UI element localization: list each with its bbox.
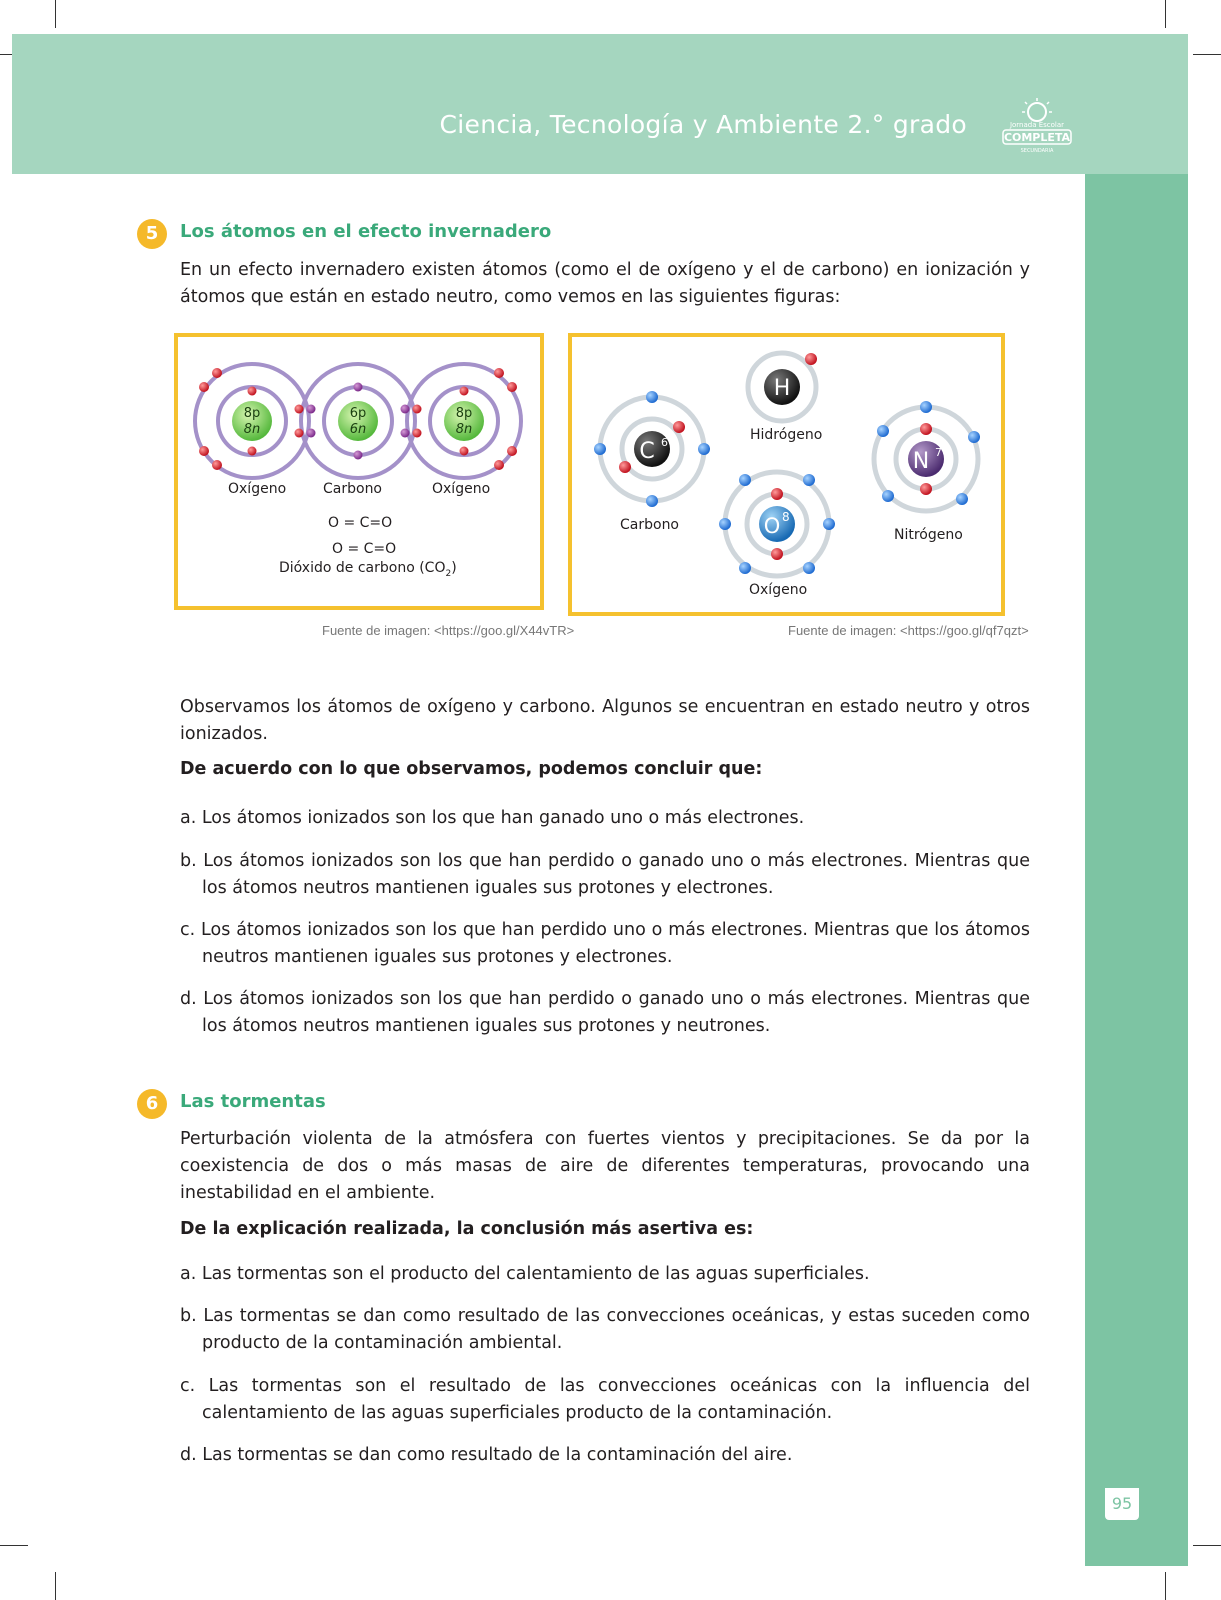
nucleus-protons: 8p [243, 406, 261, 421]
figure2-source: Fuente de imagen: <https://goo.gl/qf7qzt> [788, 623, 1029, 638]
page-title: Ciencia, Tecnología y Ambiente 2.° grado [439, 110, 967, 139]
nitrogen-number: 7 [935, 446, 942, 459]
question-prompt: De acuerdo con lo que observamos, podemos concluir que: [180, 759, 763, 779]
figure-atoms [568, 333, 1005, 616]
question-title: Los átomos en el efecto invernadero [180, 221, 552, 242]
crop-mark [1165, 0, 1166, 28]
label-oxygen: Oxígeno [749, 582, 808, 598]
atoms-diagram [572, 337, 1001, 612]
answer-option-b[interactable]: b. Las tormentas se dan como resultado de las convecciones oceánicas, y estas suceden como producto de la contaminación ambiental. [180, 1306, 1030, 1353]
logo-small: SECUNDARIA [1020, 148, 1054, 154]
label-nitrogen: Nitrógeno [894, 527, 963, 543]
nitrogen-symbol: N [912, 449, 930, 474]
formula-suffix: ) [451, 560, 457, 576]
nucleus-protons: 8p [455, 406, 473, 421]
answer-option-a[interactable]: a. Los átomos ionizados son los que han ganado uno o más electrones. [180, 808, 805, 828]
hydrogen-symbol: H [773, 376, 791, 401]
side-band [1085, 174, 1188, 1566]
nucleus-neutrons: 6n [349, 422, 367, 437]
answer-option-b[interactable]: b. Los átomos ionizados son los que han perdido o ganado uno o más electrones. Mientras que los átomos neutros mantienen iguales sus protones y electrones. [180, 851, 1030, 898]
logo [995, 96, 1079, 156]
crop-mark [0, 1545, 28, 1546]
oxygen-number: 8 [782, 510, 790, 524]
logo-text: COMPLETA [1003, 131, 1071, 144]
label-oxygen-right: Oxígeno [432, 481, 491, 497]
formula-line-1: O = C=O [328, 515, 393, 531]
formula-prefix: Dióxido de carbono (CO [279, 560, 446, 576]
formula-subscript: 2 [445, 568, 452, 579]
answer-option-d[interactable]: d. Las tormentas se dan como resultado de la contaminación del aire. [180, 1445, 793, 1465]
crop-mark [1193, 54, 1221, 55]
answer-option-d[interactable]: d. Los átomos ionizados son los que han perdido o ganado uno o más electrones. Mientras que los átomos neutros mantienen iguales sus protones y neutrones. [180, 989, 1030, 1036]
carbon-symbol: C [639, 439, 655, 464]
crop-mark [55, 0, 56, 28]
label-oxygen-left: Oxígeno [228, 481, 287, 497]
label-carbon: Carbono [323, 481, 383, 497]
carbon-number: 6 [661, 436, 668, 449]
answer-option-c[interactable]: c. Las tormentas son el resultado de las convecciones oceánicas con la influencia del calentamiento de las aguas superficiales producto de la contaminación. [180, 1376, 1030, 1423]
crop-mark [55, 1572, 56, 1600]
question-number-badge: 5 [137, 219, 167, 249]
question-number-badge: 6 [137, 1089, 167, 1119]
answer-option-c[interactable]: c. Los átomos ionizados son los que han perdido uno o más electrones. Mientras que los átomos neutros mantienen iguales sus protones y electrones. [180, 920, 1030, 967]
logo-subtext: Jornada Escolar [1009, 121, 1065, 129]
question-intro: Perturbación violenta de la atmósfera con fuertes vientos y precipitaciones. Se da por la coexistencia de dos o más masas de aire de diferentes temperaturas, provocando una inestabilidad en el ambiente. [180, 1129, 1030, 1203]
nucleus-neutrons: 8n [243, 422, 261, 437]
crop-mark [1193, 1545, 1221, 1546]
figure-co2-molecule [174, 333, 544, 610]
formula-line-2: O = C=O [332, 541, 397, 557]
label-carbon: Carbono [620, 517, 680, 533]
question-intro: En un efecto invernadero existen átomos (como el de oxígeno y el de carbono) en ionización y átomos que están en estado neutro, como vemos en las siguientes figuras: [180, 260, 1030, 307]
label-hydrogen: Hidrógeno [750, 427, 823, 443]
oxygen-symbol: O [763, 514, 781, 538]
question-title: Las tormentas [180, 1091, 326, 1112]
question-prompt: De la explicación realizada, la conclusión más asertiva es: [180, 1219, 754, 1239]
nucleus-protons: 6p [349, 406, 367, 421]
page-number: 95 [1105, 1488, 1139, 1520]
answer-option-a[interactable]: a. Las tormentas son el producto del calentamiento de las aguas superficiales. [180, 1264, 870, 1284]
observation-text: Observamos los átomos de oxígeno y carbono. Algunos se encuentran en estado neutro y otros ionizados. [180, 697, 1030, 744]
figure1-source: Fuente de imagen: <https://goo.gl/X44vTR> [322, 623, 575, 638]
crop-mark [1165, 1572, 1166, 1600]
formula-line-3 [279, 560, 457, 579]
nucleus-neutrons: 8n [455, 422, 473, 437]
